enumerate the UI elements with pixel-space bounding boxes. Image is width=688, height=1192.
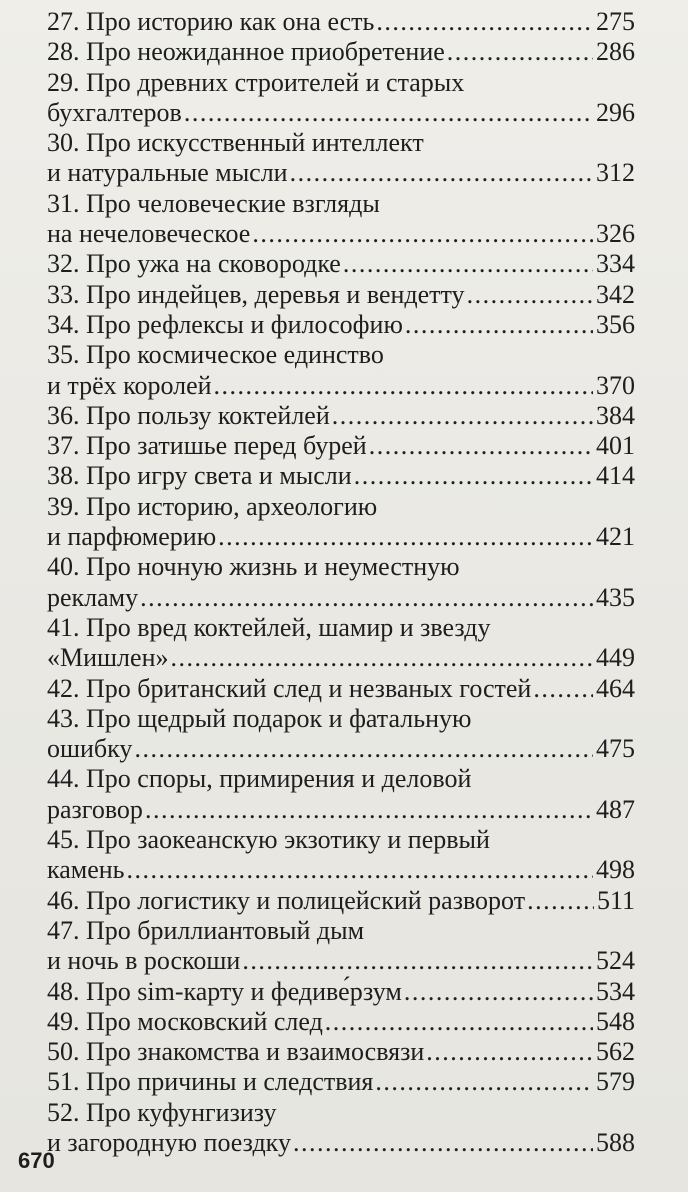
toc-entry-last-line (47, 371, 635, 401)
toc-entry-line (47, 552, 635, 582)
toc-entry-last-line (47, 401, 635, 431)
toc-entry-last-line (47, 249, 635, 279)
toc-entry-title: 47. Про бриллиантовый дым (47, 915, 365, 945)
toc-entry-last-line (47, 886, 635, 916)
toc-entry-last-line (47, 219, 635, 249)
toc-entry-line (47, 825, 635, 855)
toc-entry-last-line (47, 977, 635, 1007)
toc-entry-page: 275 (596, 7, 635, 36)
toc-entry-title: 52. Про куфунгизизу (47, 1097, 277, 1127)
toc-entry-title: 39. Про историю, археологию (47, 491, 378, 521)
toc-entry-page: 464 (596, 673, 635, 703)
dot-leader (242, 946, 593, 976)
toc-entry (47, 1067, 635, 1097)
toc-entry-page: 548 (596, 1006, 635, 1036)
toc-entry (47, 249, 635, 279)
toc-entry-last-line (47, 674, 635, 704)
toc-entry (47, 189, 635, 250)
toc-entry-page: 342 (596, 279, 635, 309)
toc-entry-title: 36. Про пользу коктейлей (47, 400, 330, 430)
toc-entry (47, 552, 635, 613)
toc-entry-page: 524 (596, 946, 635, 976)
toc-entry-last-line (47, 946, 635, 976)
toc-entry (47, 1098, 635, 1159)
dot-leader (290, 158, 593, 188)
toc-entry-title: на нечеловеческое (47, 219, 251, 249)
toc-entry-title: 49. Про московский след (47, 1006, 323, 1036)
toc-entry-last-line (47, 461, 635, 491)
toc-entry-title: 29. Про древних строителей и старых (47, 67, 465, 97)
toc-entry-last-line (47, 643, 635, 673)
dot-leader (533, 674, 593, 704)
toc-entry (47, 7, 635, 37)
dot-leader (134, 734, 593, 764)
toc-entry (47, 492, 635, 553)
toc-entry-last-line (47, 855, 635, 885)
dot-leader (145, 795, 593, 825)
toc-entry-page: 435 (596, 582, 635, 612)
toc-entry (47, 613, 635, 674)
toc-entry-title: и загородную поездку (47, 1127, 291, 1157)
toc-entry-last-line (47, 7, 635, 37)
toc-entry-title: 51. Про причины и следствия (47, 1067, 374, 1097)
toc-entry (47, 704, 635, 765)
dot-leader (405, 310, 593, 340)
toc-entry-page: 370 (596, 370, 635, 400)
dot-leader (343, 249, 593, 279)
toc-entry-title: 40. Про ночную жизнь и неуместную (47, 552, 460, 582)
toc-entry-line (47, 613, 635, 643)
toc-entry-last-line (47, 310, 635, 340)
toc-entry-page: 312 (596, 158, 635, 188)
toc-entry-last-line (47, 431, 635, 461)
toc-entry-title: и ночь в роскоши (47, 946, 241, 976)
toc-entry-title: 50. Про знакомства и взаимосвязи (47, 1037, 425, 1067)
toc-entry (47, 916, 635, 977)
toc-entry-last-line (47, 1067, 635, 1097)
dot-leader (467, 280, 593, 310)
toc-entry-title: 28. Про неожиданное приобретение (47, 37, 445, 67)
toc-entry-title: 31. Про человеческие взгляды (47, 188, 380, 218)
toc-entry-last-line (47, 1037, 635, 1067)
toc-entry-title: 27. Про историю как она есть (47, 7, 375, 36)
toc-entry-title: и натуральные мысли (47, 158, 288, 188)
toc-entry-title: 35. Про космическое единство (47, 340, 384, 370)
toc-entry-page: 475 (596, 734, 635, 764)
toc-entry (47, 886, 635, 916)
toc-entry (47, 674, 635, 704)
toc-entry-last-line (47, 37, 635, 67)
toc-entry-last-line (47, 1007, 635, 1037)
dot-leader (252, 219, 593, 249)
toc-entry-line (47, 189, 635, 219)
toc-entry-title: 34. Про рефлексы и философию (47, 309, 403, 339)
toc-entry-page: 401 (596, 431, 635, 461)
toc-entry-title: 46. Про логистику и полицейский разворот (47, 885, 526, 915)
dot-leader (447, 37, 593, 67)
toc-entry-page: 487 (596, 794, 635, 824)
toc-entry (47, 764, 635, 825)
toc-entry-title: 44. Про споры, примирения и деловой (47, 764, 472, 794)
toc-entry-line (47, 764, 635, 794)
toc-entry-last-line (47, 280, 635, 310)
toc-entry (47, 461, 635, 491)
toc-entry-page: 511 (596, 885, 635, 915)
dot-leader (426, 1037, 593, 1067)
dot-leader (325, 1007, 593, 1037)
dot-leader (293, 1128, 593, 1158)
dot-leader (527, 886, 594, 916)
dot-leader (184, 98, 593, 128)
dot-leader (140, 583, 593, 613)
toc-entry-title: ошибку (47, 734, 133, 764)
dot-leader (404, 977, 593, 1007)
toc-entry-title: бухгалтеров (47, 97, 182, 127)
toc-entry (47, 401, 635, 431)
toc-entry (47, 280, 635, 310)
toc-entry-line (47, 128, 635, 158)
table-of-contents (47, 7, 635, 1158)
toc-entry-page: 356 (596, 309, 635, 339)
toc-entry-title: 41. Про вред коктейлей, шамир и звезду (47, 612, 491, 642)
toc-entry-line (47, 916, 635, 946)
toc-entry-last-line (47, 1128, 635, 1158)
toc-entry-line (47, 340, 635, 370)
toc-entry (47, 340, 635, 401)
toc-entry (47, 1007, 635, 1037)
toc-entry-title: и трёх королей (47, 370, 212, 400)
dot-leader (214, 371, 593, 401)
toc-entry-page: 421 (596, 522, 635, 552)
toc-entry (47, 977, 635, 1007)
toc-entry-last-line (47, 158, 635, 188)
dot-leader (375, 1067, 593, 1097)
toc-entry-last-line (47, 734, 635, 764)
toc-entry-title: разговор (47, 794, 143, 824)
toc-entry-page: 384 (596, 400, 635, 430)
toc-entry-title: 43. Про щедрый подарок и фатальную (47, 703, 472, 733)
toc-entry-title: 30. Про искусственный интеллект (47, 128, 424, 158)
toc-entry-title: 33. Про индейцев, деревья и вендетту (47, 279, 465, 309)
toc-entry (47, 310, 635, 340)
toc-entry-last-line (47, 98, 635, 128)
toc-entry-title: 48. Про sim-карту и федиве́рзум (47, 976, 402, 1006)
toc-entry-title: 45. Про заокеанскую экзотику и первый (47, 825, 490, 855)
toc-entry-page: 449 (596, 643, 635, 673)
toc-entry-page: 562 (596, 1037, 635, 1067)
toc-entry-page: 498 (596, 855, 635, 885)
toc-entry-page: 326 (596, 219, 635, 249)
toc-entry-title: рекламу (47, 582, 139, 612)
toc-entry-page: 414 (596, 461, 635, 491)
toc-entry (47, 128, 635, 189)
toc-entry-title: 38. Про игру света и мысли (47, 461, 352, 491)
toc-entry-line (47, 1098, 635, 1128)
toc-entry-line (47, 492, 635, 522)
toc-entry (47, 431, 635, 461)
toc-entry-title: 37. Про затишье перед бурей (47, 431, 367, 461)
dot-leader (376, 7, 593, 37)
toc-entry-page: 334 (596, 249, 635, 279)
toc-entry-title: 42. Про британский след и незваных гостей (47, 673, 532, 703)
toc-entry-last-line (47, 795, 635, 825)
toc-entry (47, 37, 635, 67)
dot-leader (369, 431, 593, 461)
toc-entry-title: «Мишлен» (47, 643, 169, 673)
toc-entry-last-line (47, 583, 635, 613)
toc-entry-title: 32. Про ужа на сковородке (47, 249, 341, 279)
toc-entry (47, 825, 635, 886)
page-number: 670 (18, 1148, 55, 1173)
toc-entry-last-line (47, 522, 635, 552)
dot-leader (218, 522, 593, 552)
toc-entry-title: и парфюмерию (47, 522, 217, 552)
toc-entry-page: 296 (596, 97, 635, 127)
dot-leader (170, 643, 593, 673)
dot-leader (127, 855, 593, 885)
toc-entry-title: камень (47, 855, 125, 885)
dot-leader (354, 461, 593, 491)
dot-leader (332, 401, 593, 431)
toc-entry-page: 588 (596, 1127, 635, 1157)
toc-entry (47, 1037, 635, 1067)
toc-entry-page: 579 (596, 1067, 635, 1097)
toc-entry-line (47, 704, 635, 734)
toc-entry-line (47, 68, 635, 98)
toc-entry (47, 68, 635, 129)
toc-entry-page: 534 (596, 976, 635, 1006)
toc-entry-page: 286 (596, 37, 635, 67)
